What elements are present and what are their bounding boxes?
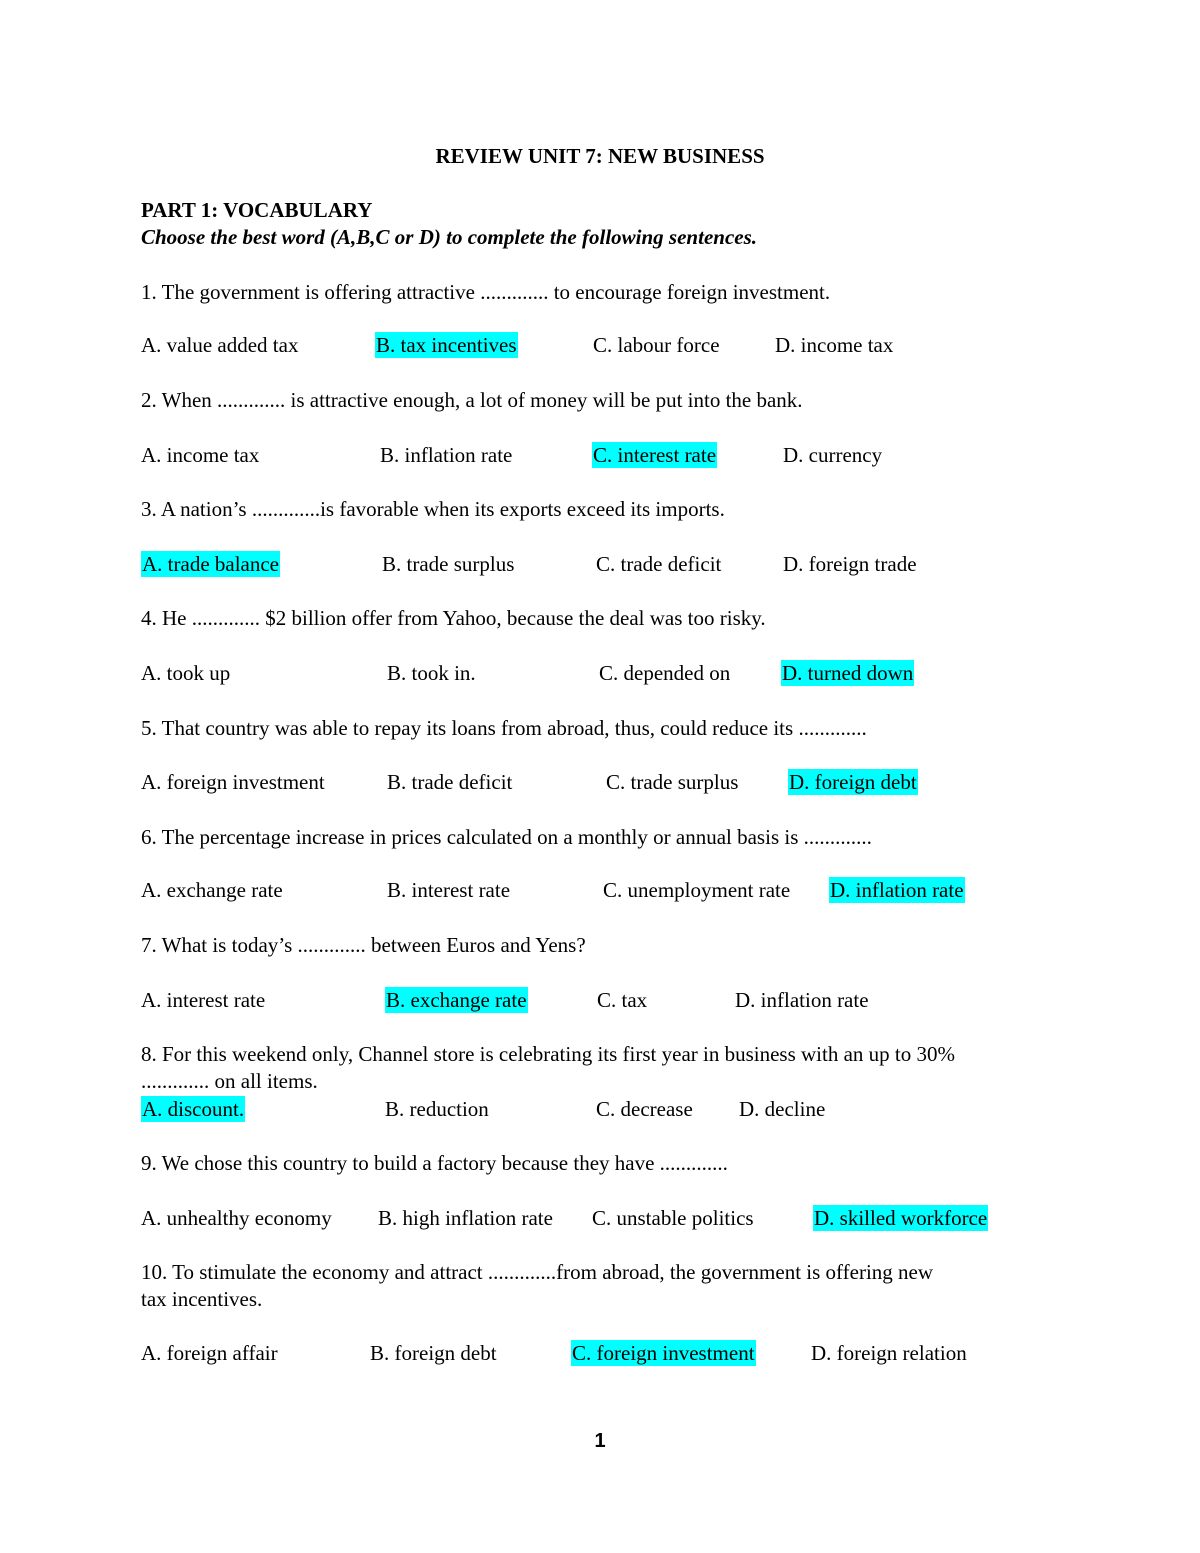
answer-option-correct: D. skilled workforce xyxy=(814,1206,988,1230)
part-heading: PART 1: VOCABULARY xyxy=(141,198,373,222)
answer-option: A. income tax xyxy=(141,443,260,467)
question-text-continued: ............. on all items. xyxy=(141,1069,318,1093)
answer-option: D. inflation rate xyxy=(735,988,869,1012)
answer-option: C. unstable politics xyxy=(592,1206,754,1230)
answer-option: C. labour force xyxy=(593,333,720,357)
answer-option-correct: A. discount. xyxy=(142,1097,245,1121)
answer-option: A. value added tax xyxy=(141,333,299,357)
question-text: 10. To stimulate the economy and attract .............from abroad, the government is offering new xyxy=(141,1260,934,1284)
answer-option: D. decline xyxy=(739,1097,826,1121)
answer-option-correct: B. exchange rate xyxy=(386,988,527,1012)
question-text: 9. We chose this country to build a factory because they have ............. xyxy=(141,1151,728,1175)
answer-option: B. trade surplus xyxy=(382,552,515,576)
answer-option: D. currency xyxy=(783,443,883,467)
answer-option-correct: C. foreign investment xyxy=(572,1341,755,1365)
question-text-continued: tax incentives. xyxy=(141,1287,263,1311)
answer-option: C. decrease xyxy=(596,1097,693,1121)
document-title: REVIEW UNIT 7: NEW BUSINESS xyxy=(435,144,765,168)
question-text: 6. The percentage increase in prices calculated on a monthly or annual basis is ............. xyxy=(141,825,872,849)
question-text: 3. A nation’s .............is favorable when its exports exceed its imports. xyxy=(141,497,725,521)
answer-option: A. foreign affair xyxy=(141,1341,278,1365)
answer-option: B. trade deficit xyxy=(387,770,513,794)
answer-option: C. tax xyxy=(597,988,648,1012)
question-text: 5. That country was able to repay its loans from abroad, thus, could reduce its ............. xyxy=(141,716,867,740)
answer-option-correct: C. interest rate xyxy=(593,443,717,467)
answer-option: B. inflation rate xyxy=(380,443,513,467)
answer-option: B. high inflation rate xyxy=(378,1206,553,1230)
instructions: Choose the best word (A,B,C or D) to complete the following sentences. xyxy=(141,225,758,249)
answer-option-correct: D. inflation rate xyxy=(830,878,964,902)
answer-option-correct: A. trade balance xyxy=(142,552,280,576)
answer-option: B. took in. xyxy=(387,661,476,685)
answer-option: A. exchange rate xyxy=(141,878,283,902)
answer-option: D. income tax xyxy=(775,333,894,357)
answer-option: A. foreign investment xyxy=(141,770,325,794)
answer-option-correct: D. turned down xyxy=(782,661,914,685)
question-text: 8. For this weekend only, Channel store is celebrating its first year in business with an up to 30% xyxy=(141,1042,955,1066)
question-text: 1. The government is offering attractive ............. to encourage foreign investment. xyxy=(141,280,831,304)
answer-option: A. took up xyxy=(141,661,231,685)
question-text: 2. When ............. is attractive enough, a lot of money will be put into the bank. xyxy=(141,388,803,412)
answer-option: B. foreign debt xyxy=(370,1341,497,1365)
answer-option-correct: B. tax incentives xyxy=(376,333,517,357)
question-text: 4. He ............. $2 billion offer from Yahoo, because the deal was too risky. xyxy=(141,606,766,630)
answer-option: C. trade surplus xyxy=(606,770,739,794)
answer-option: C. depended on xyxy=(599,661,731,685)
answer-option: C. unemployment rate xyxy=(603,878,791,902)
answer-option: B. interest rate xyxy=(387,878,511,902)
answer-option: B. reduction xyxy=(385,1097,489,1121)
question-text: 7. What is today’s ............. between Euros and Yens? xyxy=(141,933,586,957)
answer-option: D. foreign trade xyxy=(783,552,917,576)
answer-option-correct: D. foreign debt xyxy=(789,770,917,794)
answer-option: D. foreign relation xyxy=(811,1341,967,1365)
answer-option: A. interest rate xyxy=(141,988,266,1012)
answer-option: C. trade deficit xyxy=(596,552,722,576)
page-number: 1 xyxy=(594,1430,606,1452)
answer-option: A. unhealthy economy xyxy=(141,1206,332,1230)
